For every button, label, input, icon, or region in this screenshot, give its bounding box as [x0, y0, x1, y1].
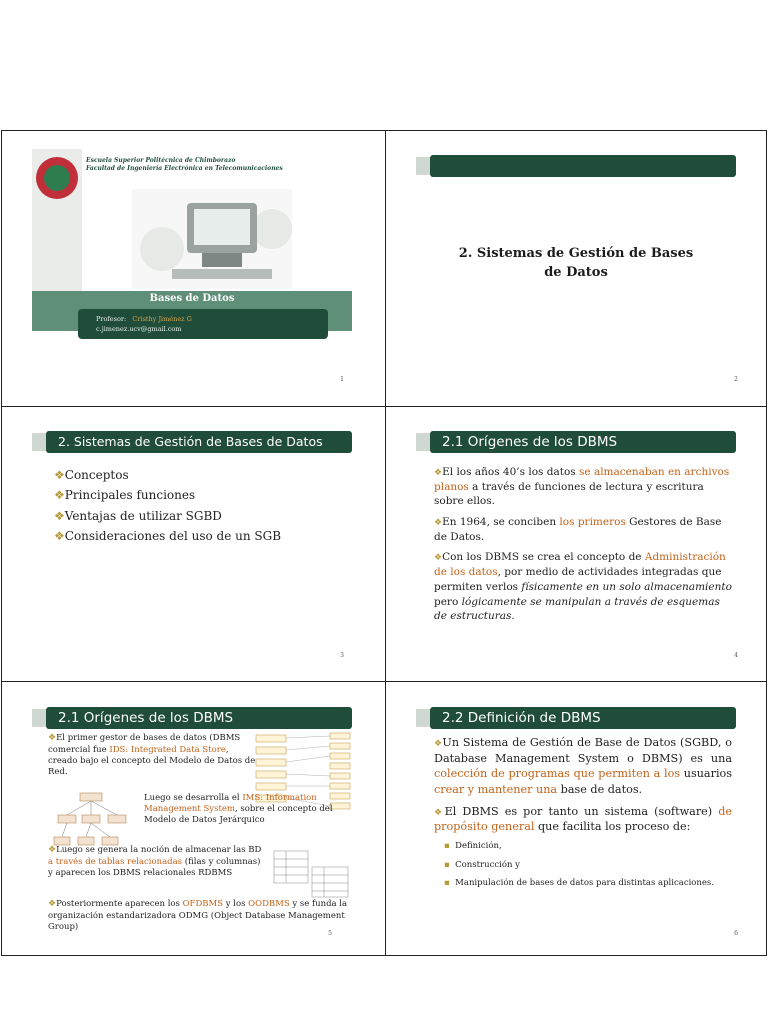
- professor-name: Cristhy Jiménez G: [132, 315, 192, 323]
- institution: [86, 157, 283, 174]
- text: que facilita los proceso de:: [534, 820, 691, 834]
- slide-1-title: Bases de Datos: [149, 293, 235, 304]
- slide-5-header: 2.1 Orígenes de los DBMS: [46, 707, 352, 729]
- highlight-text: los primeros: [559, 516, 626, 529]
- highlight-text: crear y mantener una: [434, 783, 558, 797]
- text: Con los DBMS se crea el concepto de: [442, 551, 645, 564]
- highlight-text: OODBMS: [248, 899, 290, 909]
- slide-2: [386, 131, 768, 405]
- sub-list: [434, 841, 732, 889]
- page-number: 6: [734, 930, 738, 937]
- diamond-bullet-icon: ❖: [54, 508, 65, 523]
- diamond-bullet-icon: ❖: [434, 739, 443, 749]
- slide-5-p3: [48, 845, 264, 879]
- slide-5-p4: [48, 899, 352, 933]
- slide-2-title-line-1: 2. Sistemas de Gestión de Bases: [458, 246, 694, 261]
- bullet-text: Principales funciones: [64, 488, 196, 503]
- text: base de datos.: [557, 783, 643, 797]
- slide-2-bar: [430, 155, 736, 177]
- paragraph: [434, 465, 732, 509]
- diamond-bullet-icon: ❖: [48, 733, 57, 743]
- slide-3-bullets: [54, 465, 348, 547]
- sub-text: Manipulación de bases de datos para distintas aplicaciones.: [455, 877, 714, 888]
- diamond-bullet-icon: ❖: [54, 468, 65, 482]
- text: El DBMS es por tanto un sistema (software): [444, 804, 719, 818]
- relational-tables-diagram: [272, 849, 350, 899]
- institution-line-2: Facultad de Ingeniería Electrónica en Telecomunicaciones: [86, 165, 283, 173]
- bullet-item: [54, 506, 348, 526]
- page-number: 1: [340, 376, 344, 383]
- highlight-text: se almacenaban en archivos planos: [434, 466, 730, 493]
- computer-illustration: [132, 189, 292, 289]
- divider-row-2: [2, 681, 766, 682]
- professor-box: [78, 309, 328, 339]
- text: usuarios: [680, 767, 732, 781]
- paragraph: [434, 735, 732, 798]
- text: , por medio de actividades integradas que permiten verlos: [434, 566, 722, 593]
- slide-5: [2, 683, 384, 957]
- square-bullet-icon: ▪: [444, 877, 450, 888]
- paragraph: [434, 550, 732, 623]
- text: pero: [434, 595, 462, 608]
- slide-3: [2, 407, 384, 681]
- diamond-bullet-icon: ❖: [434, 807, 445, 818]
- highlight-text: IDS: Integrated Data Store: [109, 744, 226, 755]
- bullet-text: Ventajas de utilizar SGBD: [64, 508, 222, 523]
- slide-5-p2: [144, 793, 354, 826]
- text: El los años 40’s los datos: [442, 466, 579, 478]
- slide-6-body: [434, 735, 732, 889]
- highlight-text: Administración de los datos: [434, 551, 726, 579]
- highlight-text: colección de programas que permiten a los: [434, 767, 681, 781]
- bullet-item: [54, 465, 348, 485]
- square-bullet-icon: ▪: [444, 859, 450, 870]
- institution-line-1: Escuela Superior Politécnica de Chimborazo: [86, 157, 236, 164]
- text: Gestores de Base de Datos.: [434, 516, 722, 543]
- diamond-bullet-icon: ❖: [48, 845, 57, 855]
- text: y los: [223, 899, 249, 909]
- diamond-bullet-icon: ❖: [434, 468, 443, 478]
- slide-2-title-line-2: de Datos: [544, 264, 608, 280]
- text: Luego se desarrolla el: [144, 793, 243, 803]
- page-number: 3: [340, 652, 344, 659]
- text: a través de funciones de lectura y escritura sobre ellos.: [434, 480, 704, 508]
- slide-6: [386, 683, 768, 957]
- text: , sobre el concepto del Modelo de Datos Jerárquico: [144, 804, 333, 826]
- square-bullet-icon: ▪: [444, 841, 450, 852]
- diamond-bullet-icon: ❖: [54, 529, 65, 544]
- slide-4: [386, 407, 768, 681]
- sub-text: Construcción y: [455, 859, 520, 870]
- text: Un Sistema de Gestión de Base de Datos (SGBD, o Database Management System o DBMS) es una: [434, 736, 732, 765]
- bullet-text: Consideraciones del uso de un SGB: [64, 529, 282, 544]
- italic-text: lógicamente se manipulan a través de esquemas de estructuras.: [434, 595, 720, 623]
- sub-item: [444, 841, 732, 852]
- bullet-item: [54, 485, 348, 505]
- diamond-bullet-icon: ❖: [48, 899, 57, 909]
- text: Posteriormente aparecen los: [56, 899, 183, 909]
- text: Luego se genera la noción de almacenar las BD: [56, 845, 262, 855]
- slide-1: [2, 131, 384, 405]
- text: El primer gestor de bases de datos (DBMS comercial fue: [48, 733, 241, 755]
- slide-2-title: [456, 245, 696, 283]
- slide-5-p1: [48, 733, 256, 778]
- espoch-logo: [36, 157, 78, 199]
- italic-text: físicamente en un solo almacenamiento: [521, 580, 732, 593]
- text: En 1964, se conciben: [442, 516, 560, 529]
- handout-grid: [1, 130, 767, 956]
- text: y se funda la organización estandarizadora ODMG (Object Database Management Group): [48, 899, 348, 932]
- slide-3-header: 2. Sistemas de Gestión de Bases de Datos: [46, 431, 352, 453]
- paragraph: [434, 804, 732, 835]
- highlight-text: IMS: Information Management System: [144, 793, 317, 815]
- highlight-text: a través de tablas relacionadas: [48, 856, 183, 867]
- text: , creado bajo el concepto del Modelo de Datos de Red.: [48, 744, 256, 777]
- bullet-text: Conceptos: [64, 468, 129, 482]
- professor-label: Profesor:: [96, 315, 127, 323]
- page-number: 5: [328, 930, 332, 937]
- sub-item: [444, 878, 732, 889]
- text: (filas y columnas) y aparecen los DBMS relacionales RDBMS: [48, 856, 261, 878]
- slide-4-body: [434, 465, 732, 630]
- diamond-bullet-icon: ❖: [54, 488, 65, 503]
- slide-6-header: 2.2 Definición de DBMS: [430, 707, 736, 729]
- page-number: 2: [734, 376, 738, 383]
- highlight-text: de propósito general: [434, 804, 732, 834]
- diamond-bullet-icon: ❖: [434, 553, 443, 564]
- paragraph: [434, 515, 732, 544]
- highlight-text: OFDBMS: [182, 899, 224, 909]
- professor-line: [96, 315, 192, 323]
- diamond-bullet-icon: ❖: [434, 518, 443, 529]
- bullet-item: [54, 526, 348, 546]
- page-number: 4: [734, 652, 738, 659]
- slide-4-header: 2.1 Orígenes de los DBMS: [430, 431, 736, 453]
- sub-item: [444, 860, 732, 871]
- professor-email: c.jimenez.ucv@gmail.com: [96, 325, 182, 333]
- sub-text: Definición,: [455, 841, 502, 852]
